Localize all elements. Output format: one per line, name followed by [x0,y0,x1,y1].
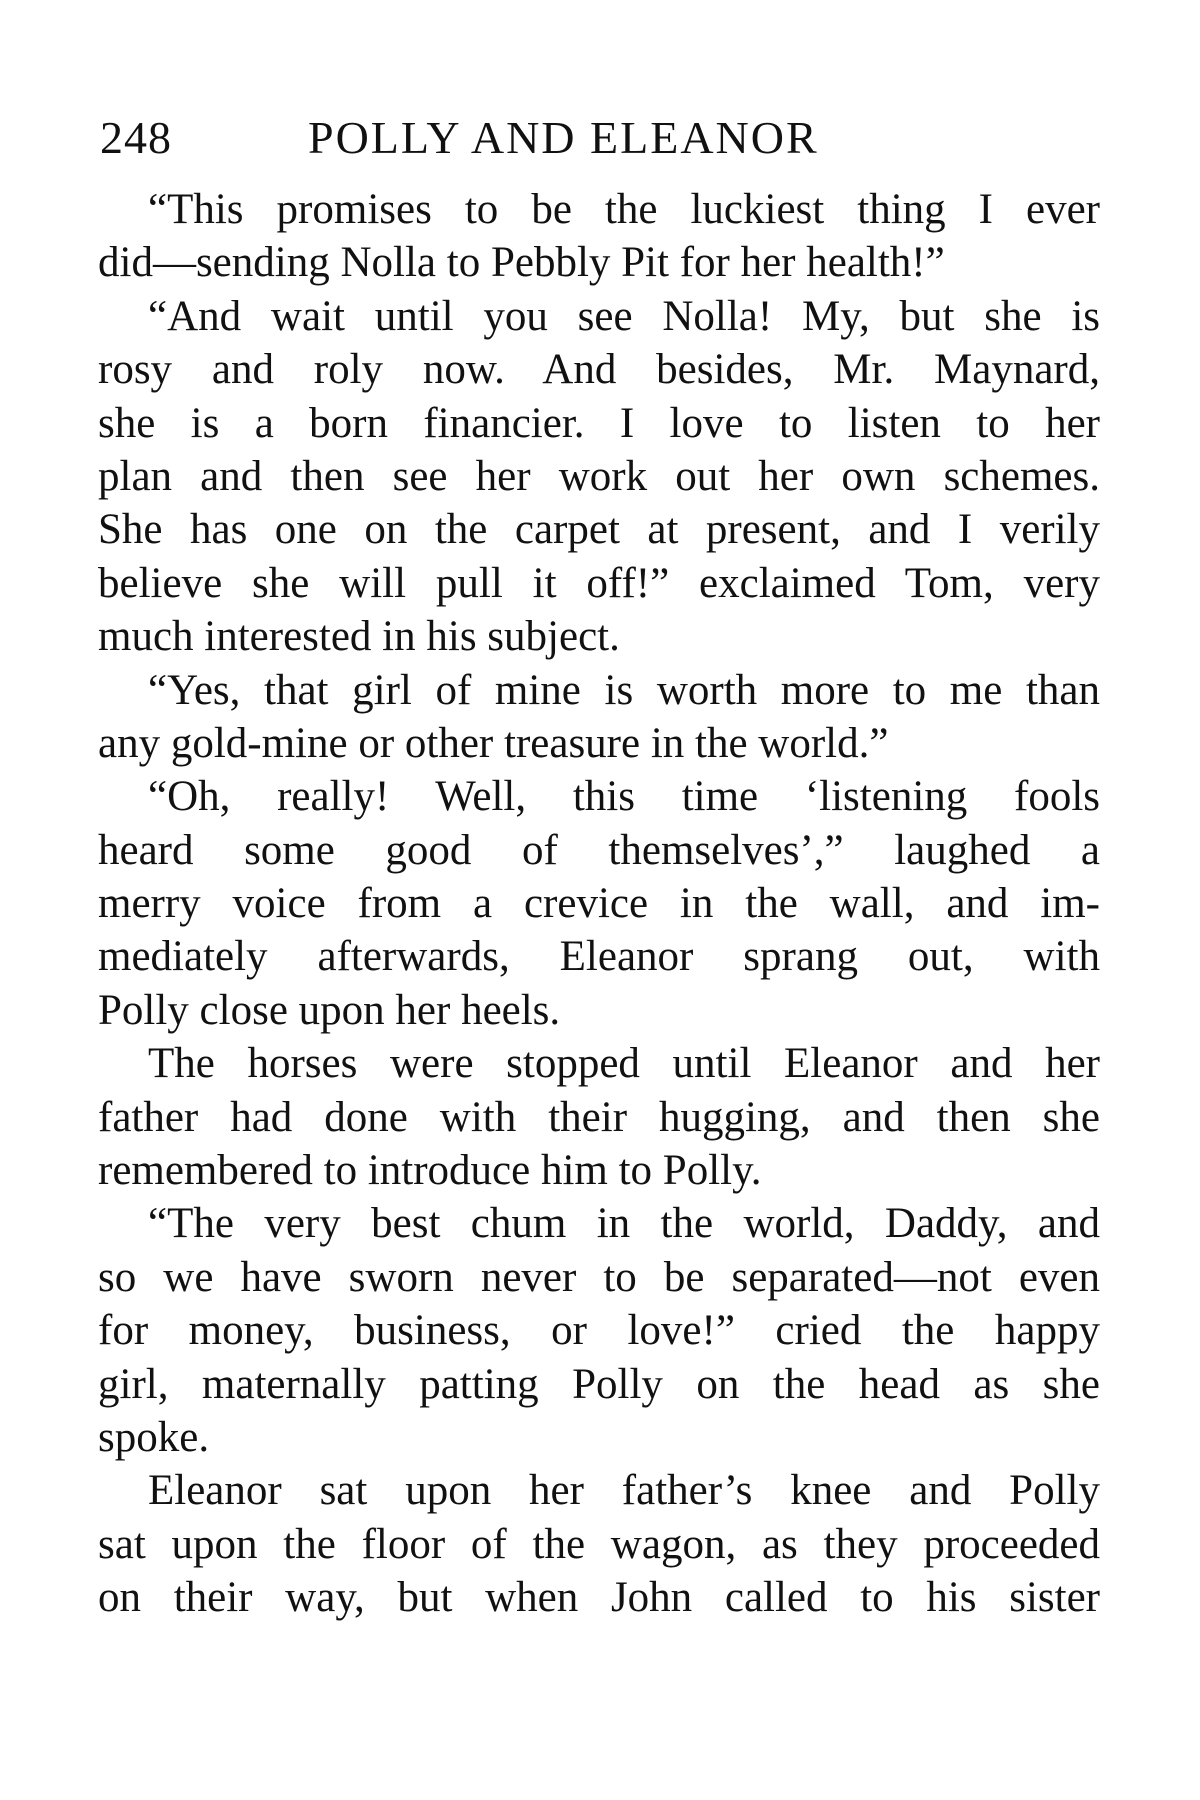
text-line: heard some good of themselves’,” laughed a [98,826,1100,874]
text-line: “And wait until you see Nolla! My, but she is [148,292,1100,340]
text-line: merry voice from a crevice in the wall, and im- [98,880,1100,928]
text-line: did—sending Nolla to Pebbly Pit for her health!” [98,239,945,287]
text-line: mediately afterwards, Eleanor sprang out, with [98,933,1100,981]
page-number: 248 [100,112,172,163]
running-head [100,108,1000,168]
text-line: sat upon the floor of the wagon, as they proceeded [98,1520,1100,1568]
text-line: believe she will pull it off!” exclaimed Tom, very [98,559,1100,607]
text-line: Eleanor sat upon her father’s knee and Polly [148,1467,1100,1515]
text-line: for money, business, or love!” cried the happy [98,1307,1100,1355]
text-line: much interested in his subject. [98,613,620,661]
text-line: She has one on the carpet at present, and I verily [98,506,1100,554]
text-line: father had done with their hugging, and then she [98,1093,1100,1141]
text-line: so we have sworn never to be separated—not even [98,1253,1100,1301]
text-line: “The very best chum in the world, Daddy, and [148,1200,1100,1248]
text-line: plan and then see her work out her own schemes. [98,452,1100,500]
book-title: POLLY AND ELEANOR [308,112,819,163]
text-line: “Yes, that girl of mine is worth more to me than [148,666,1100,714]
text-line: on their way, but when John called to his sister [98,1574,1100,1622]
text-line: any gold-mine or other treasure in the world.” [98,719,889,767]
text-line: The horses were stopped until Eleanor and her [148,1040,1100,1088]
text-line: remembered to introduce him to Polly. [98,1147,762,1195]
text-line: spoke. [98,1413,210,1461]
text-line: Polly close upon her heels. [98,986,561,1034]
text-line: she is a born financier. I love to listen to her [98,399,1100,447]
text-line: “This promises to be the luckiest thing I ever [148,186,1100,233]
text-line: girl, maternally patting Polly on the head as she [98,1360,1100,1408]
text-line: “Oh, really! Well, this time ‘listening fools [148,773,1100,821]
text-line: rosy and roly now. And besides, Mr. Maynard, [98,346,1100,394]
body-text [98,183,1100,1625]
